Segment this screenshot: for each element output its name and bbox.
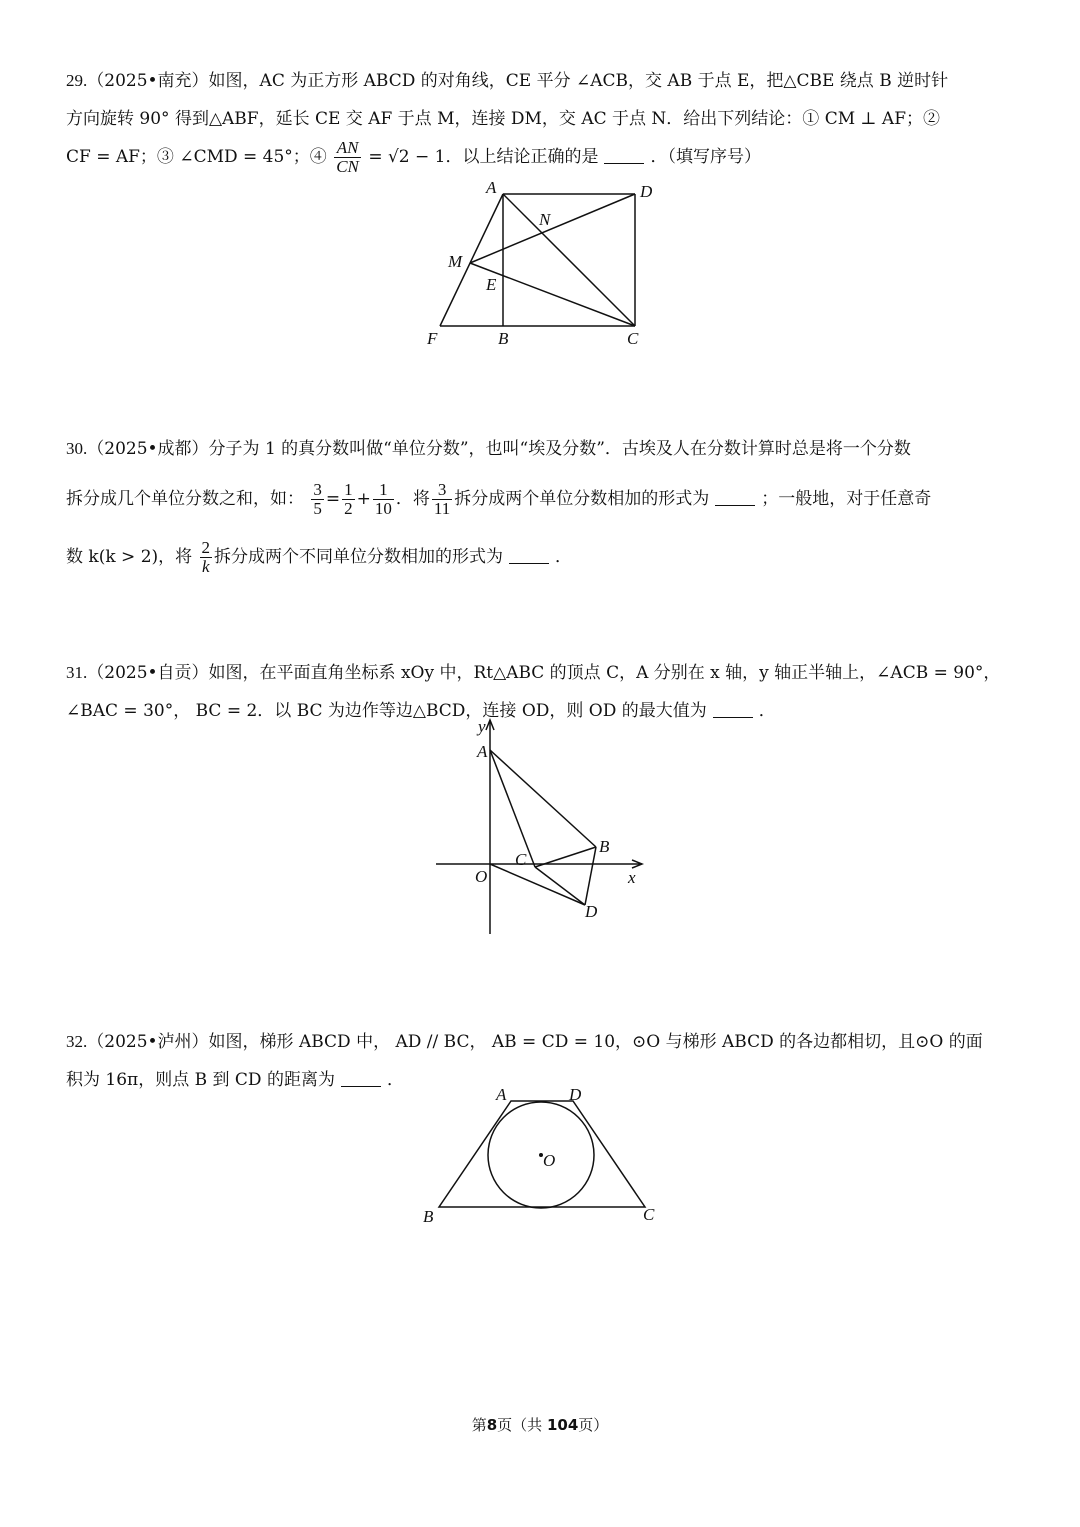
label-o: O xyxy=(475,867,488,886)
label-b: B xyxy=(498,329,509,348)
fraction: $\frac{2}{k}$ xyxy=(201,538,211,576)
label-c: C xyxy=(643,1205,655,1224)
problem-source: （2025•泸州） xyxy=(87,1032,209,1052)
label-m: M xyxy=(448,252,463,271)
figure-32-trapezoid xyxy=(415,1082,675,1230)
fraction: $\frac{3}{5}$ xyxy=(313,480,322,518)
problem-30: 30.（2025•成都）分子为 1 的真分数叫做“单位分数”，也叫“埃及分数”．古埃及人在分数计算时总是将一个分数 拆分成几个单位分数之和，如： $\frac{3}{5}$ = $\frac{1}{2}$ + $\frac{1}{10}$ ．将 $\frac{3}{11}$ 拆分成两个单位分数相加的形式为 ；一般地，对于任意奇 数 k(k > 2)，将 $\frac{2}{k}$ 拆分成两个不同单位分数相加的形式为 ． xyxy=(66,439,932,576)
problem-text-line: ． xyxy=(758,701,776,721)
problem-text-line: 数 k(k > 2)，将 xyxy=(66,547,193,567)
answer-blank[interactable] xyxy=(715,487,755,506)
problem-text-line: = √2 − 1．以上结论正确的是 xyxy=(368,147,599,167)
problem-text-line: ∠BAC = 30°， BC = 2．以 BC 为边作等边△BCD，连接 OD，则 OD 的最大值为 xyxy=(66,701,707,721)
problem-text-line: 如图，梯形 ABCD 中， AD // BC， AB = CD = 10，⊙O 与梯形 ABCD 的各边都相切，且⊙O 的面 xyxy=(208,1032,983,1052)
fraction: $\frac{3}{11}$ xyxy=(433,480,451,518)
label-d: D xyxy=(569,1085,582,1104)
problem-29 xyxy=(66,62,1016,176)
problem-text-line: ． xyxy=(555,547,573,567)
problem-text-line: ；一般地，对于任意奇 xyxy=(761,489,932,509)
problem-text-line: CF = AF；③ ∠CMD = 45°；④ xyxy=(66,147,327,167)
label-c: C xyxy=(627,329,639,348)
label-o: O xyxy=(543,1151,556,1170)
problem-text-line: 拆分成两个不同单位分数相加的形式为 xyxy=(214,547,504,567)
label-a: A xyxy=(486,178,497,197)
answer-blank[interactable] xyxy=(341,1068,381,1087)
fraction-an-cn: $\frac{AN}{CN}$ xyxy=(336,138,359,176)
answer-blank[interactable] xyxy=(713,699,753,718)
problem-source: （2025•自贡） xyxy=(87,663,209,683)
label-b: B xyxy=(423,1207,434,1226)
problem-source: （2025•成都） xyxy=(87,439,209,459)
problem-text-line: ．（填写序号） xyxy=(650,147,761,167)
label-e: E xyxy=(486,275,497,294)
answer-blank[interactable] xyxy=(604,145,644,164)
problem-text-line: 拆分成几个单位分数之和，如： xyxy=(66,489,304,509)
fraction: $\frac{1}{2}$ xyxy=(344,480,353,518)
label-x: x xyxy=(628,868,636,887)
label-d: D xyxy=(585,902,598,921)
problem-text-line: 方向旋转 90° 得到△ABF，延长 CE 交 AF 于点 M，连接 DM，交 AC 于点 N．给出下列结论：① CM ⊥ AF；② xyxy=(66,109,940,129)
figure-31-coordinate xyxy=(430,712,650,942)
problem-text-line: 如图，在平面直角坐标系 xOy 中，Rt△ABC 的顶点 C，A 分别在 x 轴，y 轴正半轴上，∠ACB = 90°， xyxy=(208,663,1001,683)
problem-text-line: ．将 xyxy=(395,489,430,509)
answer-blank[interactable] xyxy=(509,545,549,564)
current-page: 8 xyxy=(486,1416,498,1434)
problem-number: 30. xyxy=(66,439,88,458)
page-footer: 第8页（共 104页） xyxy=(471,1416,609,1434)
fraction: $\frac{1}{10}$ xyxy=(374,480,392,518)
problem-number: 29. xyxy=(66,71,88,90)
problem-text-line: 如图，AC 为正方形 ABCD 的对角线，CE 平分 ∠ACB，交 AB 于点 E，把△CBE 绕点 B 逆时针 xyxy=(208,71,949,91)
problem-source: （2025•南充） xyxy=(87,71,209,91)
problem-text-line: ． xyxy=(386,1070,404,1090)
problem-number: 32. xyxy=(66,1032,88,1051)
label-n: N xyxy=(539,210,551,229)
problem-text-line: 积为 16π，则点 B 到 CD 的距离为 xyxy=(66,1070,335,1090)
label-c: C xyxy=(515,850,527,869)
label-y: y xyxy=(478,717,486,736)
label-d: D xyxy=(640,182,653,201)
label-a: A xyxy=(477,742,488,761)
label-a: A xyxy=(496,1085,507,1104)
label-b: B xyxy=(599,837,610,856)
problem-text-line: 拆分成两个单位分数相加的形式为 xyxy=(454,489,710,509)
figure-29-square xyxy=(420,175,660,355)
problem-text-line: 分子为 1 的真分数叫做“单位分数”，也叫“埃及分数”．古埃及人在分数计算时总是将一个分数 xyxy=(208,439,911,459)
problem-number: 31. xyxy=(66,663,88,682)
total-pages: 104 xyxy=(546,1416,579,1434)
label-f: F xyxy=(427,329,438,348)
